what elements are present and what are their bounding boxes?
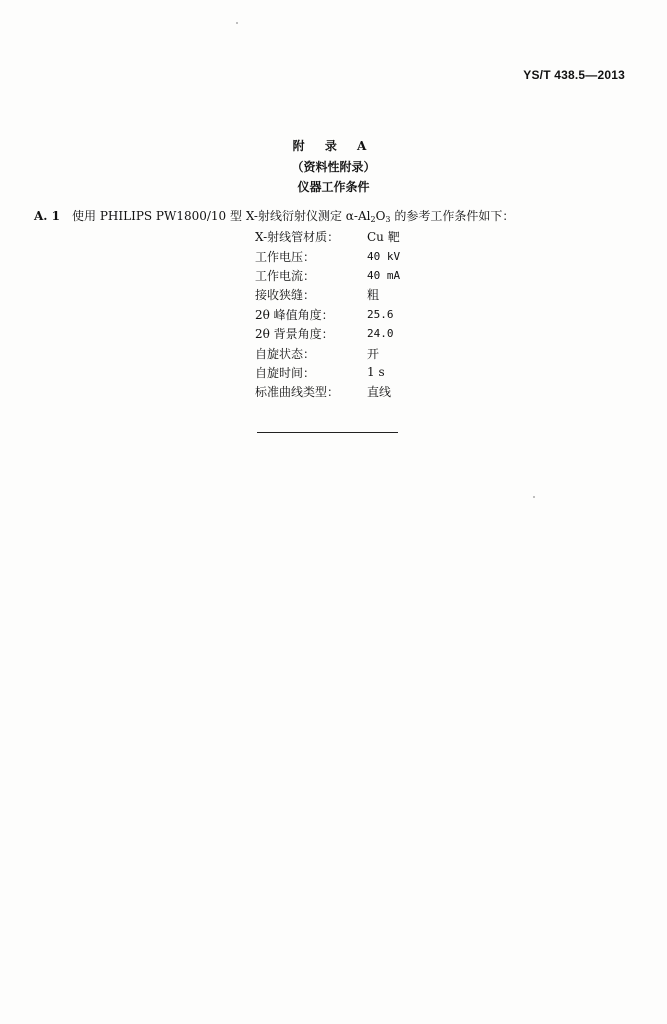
clause-a1 xyxy=(34,207,514,224)
parameter-label: 工作电流： xyxy=(255,268,316,283)
end-rule xyxy=(257,432,398,433)
appendix-subtitle: （资料性附录） xyxy=(291,160,376,174)
scan-speck xyxy=(533,496,535,498)
parameter-row xyxy=(255,285,447,304)
parameter-value: 直线 xyxy=(367,385,392,400)
parameter-label: 2θ 背景角度： xyxy=(255,327,334,342)
parameter-row xyxy=(255,343,447,362)
parameter-value: 24.0 xyxy=(367,327,394,341)
parameter-row xyxy=(255,246,447,265)
parameter-row xyxy=(255,266,447,285)
clause-text-after: 的参考工作条件如下： xyxy=(390,209,515,223)
clause-text-mid: O xyxy=(375,209,386,223)
parameter-value: 40 kV xyxy=(367,249,401,263)
parameter-row xyxy=(255,305,447,324)
parameter-value: 1 s xyxy=(367,365,385,380)
parameter-label: X-射线管材质： xyxy=(255,230,340,245)
parameter-table xyxy=(255,227,447,402)
parameter-value: 40 mA xyxy=(367,268,401,282)
parameter-value: 开 xyxy=(367,346,380,361)
appendix-heading: 仪器工作条件 xyxy=(297,180,370,194)
parameter-label: 2θ 峰值角度： xyxy=(255,307,334,322)
parameter-label: 自旋时间： xyxy=(255,365,316,380)
parameter-value: 25.6 xyxy=(367,307,394,321)
parameter-value: Cu 靶 xyxy=(367,230,400,245)
clause-subscript-1: 2 xyxy=(370,215,376,224)
standard-code: YS/T 438.5—2013 xyxy=(523,68,625,82)
parameter-label: 标准曲线类型： xyxy=(255,385,340,400)
parameter-row xyxy=(255,363,447,382)
parameter-row xyxy=(255,227,447,246)
clause-number: A. 1 xyxy=(34,209,61,223)
parameter-row xyxy=(255,382,447,401)
appendix-title: 附 录 A xyxy=(292,139,375,153)
parameter-value: 粗 xyxy=(367,288,380,303)
parameter-label: 自旋状态： xyxy=(255,346,316,361)
parameter-label: 工作电压： xyxy=(255,249,316,264)
scan-speck xyxy=(236,22,238,24)
clause-subscript-2: 3 xyxy=(385,215,391,224)
parameter-row xyxy=(255,324,447,343)
parameter-label: 接收狭缝： xyxy=(255,288,316,303)
clause-text-before: 使用 PHILIPS PW1800/10 型 X-射线衍射仪测定 α-Al xyxy=(72,209,371,223)
